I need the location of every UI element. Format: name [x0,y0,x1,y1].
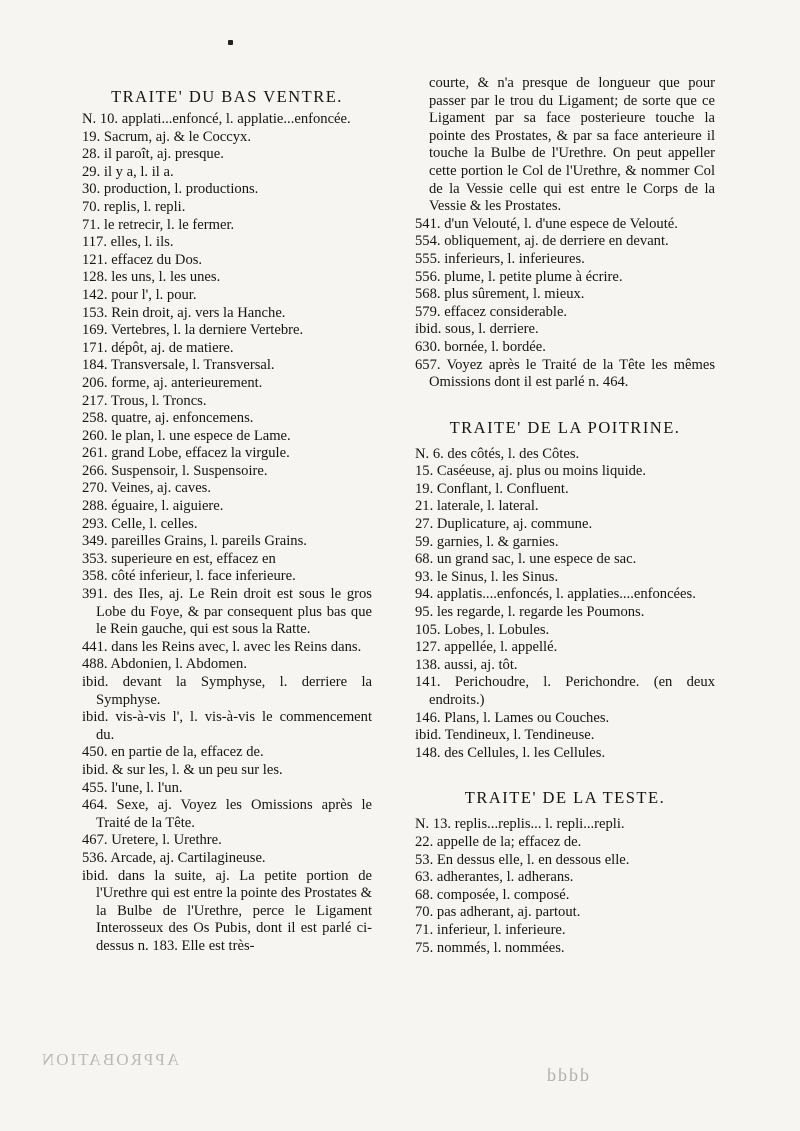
errata-entry: 19. Sacrum, aj. & le Coccyx. [82,128,252,145]
errata-entry: ibid. Tendineux, l. Tendineuse. [415,727,595,744]
errata-entry: 105. Lobes, l. Lobules. [415,621,550,638]
errata-list-poitrine [415,446,715,763]
errata-entry: 71. le retrecir, l. le fermer. [82,216,235,233]
errata-entry: ibid. vis-à-vis l', l. vis-à-vis le commencement du. [82,709,372,743]
errata-entry: 349. pareilles Grains, l. pareils Grains. [82,533,307,550]
errata-entry: 568. plus sûrement, l. mieux. [415,286,585,303]
errata-entry: 293. Celle, l. celles. [82,515,198,532]
errata-entry: 556. plume, l. petite plume à écrire. [415,268,623,285]
errata-entry: 53. En dessus elle, l. en dessous elle. [415,851,630,868]
errata-entry: 467. Uretere, l. Urethre. [82,832,222,849]
errata-entry: 70. pas adherant, aj. partout. [415,904,581,921]
errata-entry: 657. Voyez après le Traité de la Tête les mêmes Omissions dont il est parlé n. 464. [415,356,715,391]
errata-entry: 146. Plans, l. Lames ou Couches. [415,709,610,726]
errata-entry: 630. bornée, l. bordée. [415,338,546,355]
bleed-through-text-right: dddd [545,1065,589,1085]
errata-entry: 260. le plan, l. une espece de Lame. [82,427,291,444]
errata-entry: 184. Transversale, l. Transversal. [82,357,275,374]
errata-entry: 27. Duplicature, aj. commune. [415,516,593,533]
errata-entry: 579. effacez considerable. [415,303,568,320]
errata-entry: 288. éguaire, l. aiguiere. [82,498,224,515]
printer-mark [228,40,233,45]
errata-entry: 488. Abdonien, l. Abdomen. [82,656,247,673]
left-column [82,75,372,956]
section-title-teste: TRAITE' DE LA TESTE. [464,788,666,808]
errata-entry: 358. côté inferieur, l. face inferieure. [82,568,296,585]
errata-entry: 71. inferieur, l. inferieure. [415,921,566,938]
errata-entry: 171. dépôt, aj. de matiere. [82,339,234,356]
errata-entry: 127. appellée, l. appellé. [415,639,558,656]
errata-entry: 169. Vertebres, l. la derniere Vertebre. [82,322,304,339]
section-title-bas-ventre: TRAITE' DU BAS VENTRE. [111,87,343,106]
errata-entry: 138. aussi, aj. tôt. [415,656,518,673]
errata-entry: 22. appelle de la; effacez de. [415,833,582,850]
errata-entry: ibid. sous, l. derriere. [415,321,539,338]
errata-entry: 117. elles, l. ils. [82,234,174,251]
errata-entry: 258. quatre, aj. enfoncemens. [82,410,254,427]
errata-list-bas-ventre [82,111,372,956]
errata-entry: 148. des Cellules, l. les Cellules. [415,744,606,761]
errata-entry: ibid. dans la suite, aj. La petite portion de l'Urethre qui est entre la pointe des Prostates & la Bulbe de l'Urethre, perce le Ligament Interosseux des Os Pubis, dont il est parlé ci-dessus n. 183. Elle est très- [82,867,372,954]
errata-entry: ibid. devant la Symphyse, l. derriere la Symphyse. [82,674,372,708]
errata-entry: 541. d'un Velouté, l. d'une espece de Velouté. [415,215,678,232]
errata-entry: 21. laterale, l. lateral. [415,498,539,515]
errata-entry: 391. des Iles, aj. Le Rein droit est sous le gros Lobe du Foye, & par consequent plus bas que le Rein gauche, qui est sous la Ratte. [82,586,372,638]
errata-entry: 68. composée, l. composé. [415,886,570,903]
errata-entry: 266. Suspensoir, l. Suspensoire. [82,462,268,479]
errata-entry: 15. Caséeuse, aj. plus ou moins liquide. [415,463,647,480]
errata-entry: 63. adherantes, l. adherans. [415,869,574,886]
errata-entry: 121. effacez du Dos. [82,251,203,268]
errata-entry: 95. les regarde, l. regarde les Poumons. [415,604,645,621]
errata-entry: N. 6. des côtés, l. des Côtes. [415,445,580,462]
errata-entry: courte, & n'a presque de longueur que pour passer par le trou du Ligament; de sorte que ce Ligament par sa face posterieure touche la pointe des Prostates, & par sa face anterieure il touche la Bulbe de l'Urethre. On peut appeller cette portion le Col de l'Urethre, & nommer Col de la Vessie celle qui est entre le Corps de la Vessie & les Prostates. [429,75,715,215]
errata-entry: 93. le Sinus, l. les Sinus. [415,568,559,585]
errata-entry: 455. l'une, l. l'un. [82,779,183,796]
errata-entry: 353. superieure en est, effacez en [82,550,276,567]
errata-entry: 30. production, l. productions. [82,181,259,198]
errata-entry: 206. forme, aj. anterieurement. [82,374,263,391]
errata-entry: 75. nommés, l. nommées. [415,939,565,956]
bleed-through-text-left: APPROBATION [40,1050,180,1069]
errata-entry: 153. Rein droit, aj. vers la Hanche. [82,304,286,321]
errata-entry: 142. pour l', l. pour. [82,286,197,303]
errata-entry: 536. Arcade, aj. Cartilagineuse. [82,849,266,866]
errata-entry: N. 10. applati...enfoncé, l. applatie...enfoncée. [82,111,351,127]
errata-entry: 261. grand Lobe, effacez la virgule. [82,445,290,462]
errata-entry: 28. il paroît, aj. presque. [82,146,224,163]
errata-list-teste [415,816,715,957]
errata-entry: ibid. & sur les, l. & un peu sur les. [82,761,283,778]
errata-entry: 59. garnies, l. & garnies. [415,533,559,550]
errata-entry: 68. un grand sac, l. une espece de sac. [415,551,637,568]
errata-entry: 29. il y a, l. il a. [82,163,174,180]
errata-entry: 555. inferieurs, l. inferieures. [415,250,585,267]
errata-entry: 141. Perichoudre, l. Perichondre. (en deux endroits.) [415,674,715,708]
errata-entry: 128. les uns, l. les unes. [82,269,221,286]
section-title-poitrine: TRAITE' DE LA POITRINE. [449,417,681,437]
errata-entry: 554. obliquement, aj. de derriere en devant. [415,233,669,250]
errata-entry: 450. en partie de la, effacez de. [82,744,264,761]
errata-entry: N. 13. replis...replis... l. repli...repli. [415,816,625,833]
errata-entry: 70. replis, l. repli. [82,198,186,215]
errata-entry: 441. dans les Reins avec, l. avec les Reins dans. [82,638,362,655]
errata-entry: 94. applatis....enfoncés, l. applaties....enfoncées. [415,586,696,603]
errata-entry: 19. Conflant, l. Confluent. [415,480,569,497]
errata-entry: 217. Trous, l. Troncs. [82,392,207,409]
errata-entry: 270. Veines, aj. caves. [82,480,212,497]
right-column [415,75,715,957]
errata-list-bas-ventre-continued [415,75,715,392]
errata-entry: 464. Sexe, aj. Voyez les Omissions après le Traité de la Tête. [82,797,372,831]
